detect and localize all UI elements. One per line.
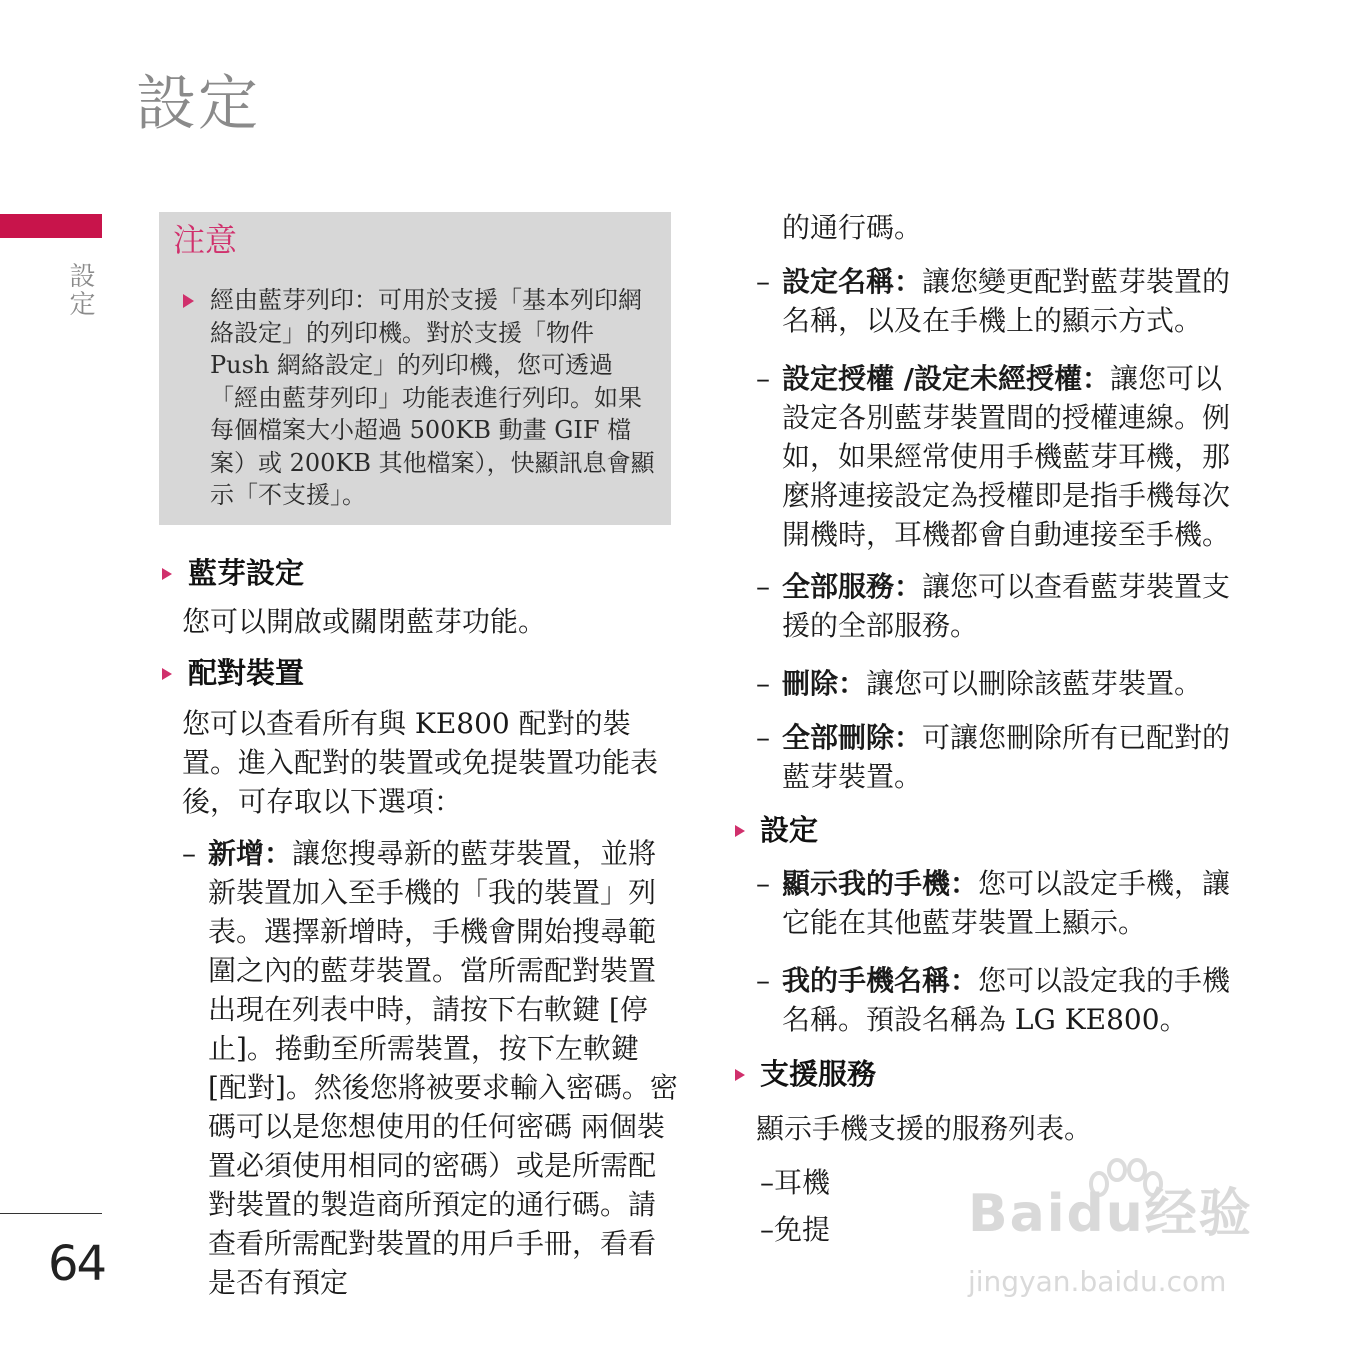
item-text: 免提 <box>774 1213 831 1246</box>
section-heading-paired-devices: 配對裝置 <box>188 656 305 690</box>
note-title: 注意 <box>173 221 238 259</box>
item-text: 可讓您刪除所有已配對的藍芽裝置。 <box>782 721 1231 793</box>
continued-text: 的通行碼。 <box>782 211 923 244</box>
dash-marker: – <box>756 667 770 700</box>
section-bullet-icon <box>162 568 172 580</box>
item-text: 讓您變更配對藍芽裝置的名稱，以及在手機上的顯示方式。 <box>782 265 1231 337</box>
item-label: 新增： <box>208 837 293 870</box>
page-number-rule <box>0 1213 102 1214</box>
side-section-label: 設定 <box>65 262 95 318</box>
list-item-headset <box>760 1163 960 1202</box>
section-heading-support-services: 支援服務 <box>760 1057 877 1091</box>
section-bullet-icon <box>735 1069 745 1081</box>
item-label: 我的手機名稱： <box>782 964 979 997</box>
page-number: 64 <box>48 1236 106 1292</box>
note-text: 經由藍芽列印：可用於支援「基本列印網絡設定」的列印機。對於支援「物件 Push 網絡設定」的列印機，您可透過「經由藍芽列印」功能表進行列印。如果每個檔案大小超過 500KB 動畫 GIF 檔案）或 200KB 其他檔案），快顯訊息會顯示「不支援」。 <box>210 286 655 509</box>
item-label: 刪除： <box>782 667 867 700</box>
page-title: 設定 <box>136 69 260 139</box>
list-item-handsfree <box>760 1210 960 1249</box>
dash-marker: – <box>182 837 196 870</box>
note-bullet-icon <box>183 294 194 308</box>
dash-marker: – <box>756 570 770 603</box>
item-text: 讓您可以查看藍芽裝置支援的全部服務。 <box>782 570 1231 642</box>
paired-devices-text: 您可以查看所有與 KE800 配對的裝置。進入配對的裝置或免提裝置功能表後，可存取以下選項： <box>182 707 659 818</box>
item-label: 全部服務： <box>782 570 923 603</box>
item-text: 讓您可以刪除該藍芽裝置。 <box>866 667 1203 700</box>
item-text: 讓您可以設定各別藍芽裝置間的授權連線。例如，如果經常使用手機藍芽耳機，那麼將連接設定為授權即是指手機每次開機時，耳機都會自動連接至手機。 <box>782 362 1231 551</box>
side-accent-bar <box>0 214 102 238</box>
item-label: 顯示我的手機： <box>782 867 979 900</box>
item-text: 您可以設定我的手機名稱。預設名稱為 LG KE800。 <box>782 964 1231 1036</box>
section-bullet-icon <box>735 825 745 837</box>
item-label: 全部刪除： <box>782 721 923 754</box>
section-heading-settings: 設定 <box>760 813 819 847</box>
item-label: 設定名稱： <box>782 265 923 298</box>
dash-marker: – <box>756 265 770 298</box>
dash-marker: – <box>756 867 770 900</box>
bluetooth-settings-text: 您可以開啟或關閉藍芽功能。 <box>182 605 547 638</box>
dash-marker: – <box>756 721 770 754</box>
item-label: 設定授權 /設定未經授權： <box>782 362 1110 395</box>
item-text: 耳機 <box>774 1166 831 1199</box>
dash-marker: – <box>756 362 770 395</box>
support-services-text: 顯示手機支援的服務列表。 <box>756 1112 1093 1145</box>
dash-marker: – <box>760 1166 774 1199</box>
item-text: 讓您搜尋新的藍芽裝置，並將新裝置加入至手機的「我的裝置」列表。選擇新增時，手機會開始搜尋範圍之內的藍芽裝置。當所需配對裝置出現在列表中時，請按下右軟鍵 [停止]。捲動至所需裝置，按下左軟鍵 [配對]。然後您將被要求輸入密碼。密碼可以是您想使用的任何密碼 兩個裝置必須使用相同的密碼）或是所需配對裝置的製造商所預定的通行碼。請查看所需配對裝置的用戶手冊，看看是否有預定 <box>208 837 678 1299</box>
section-bullet-icon <box>162 668 172 680</box>
watermark-logo: Baidu经验 <box>968 1184 1253 1244</box>
section-heading-bluetooth-settings: 藍芽設定 <box>188 556 305 590</box>
dash-marker: – <box>760 1213 774 1246</box>
note-box <box>159 212 671 525</box>
watermark-site: jingyan.baidu.com <box>968 1265 1227 1298</box>
item-text: 您可以設定手機，讓它能在其他藍芽裝置上顯示。 <box>782 867 1231 939</box>
dash-marker: – <box>756 964 770 997</box>
